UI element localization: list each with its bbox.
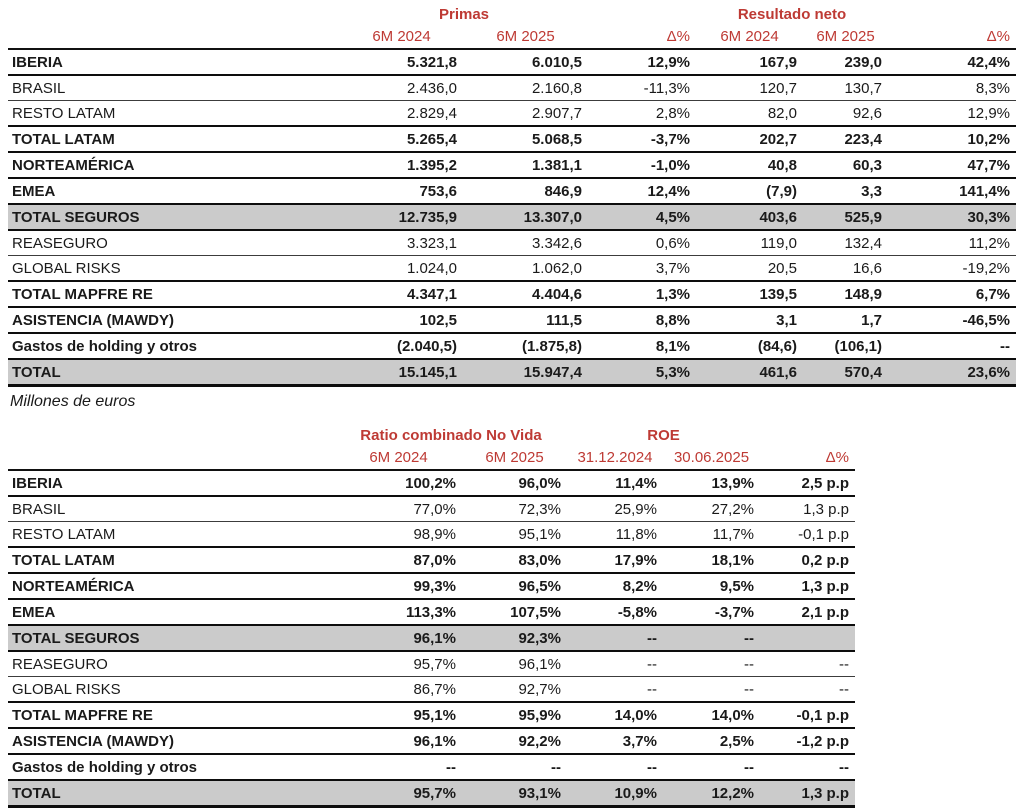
cell-value: -3,7%: [588, 126, 696, 152]
cell-value: (1.875,8): [463, 333, 588, 359]
row-label: REASEGURO: [8, 651, 335, 677]
row-label: NORTEAMÉRICA: [8, 152, 340, 178]
primas-resultado-table: [8, 4, 1016, 387]
table-row: [8, 547, 855, 573]
cell-value: -0,1 p.p: [760, 522, 855, 548]
cell-value: 141,4%: [888, 178, 1016, 204]
cell-value: -3,7%: [663, 599, 760, 625]
table-row: [8, 470, 855, 496]
cell-value: 5.068,5: [463, 126, 588, 152]
cell-value: 92,2%: [462, 728, 567, 754]
cell-value: 753,6: [340, 178, 463, 204]
cell-value: 15.145,1: [340, 359, 463, 386]
cell-value: --: [567, 754, 663, 780]
cell-value: --: [567, 651, 663, 677]
group-header-spacer: [588, 4, 696, 25]
cell-value: 1.062,0: [463, 256, 588, 282]
row-label: TOTAL MAPFRE RE: [8, 702, 335, 728]
cell-value: 17,9%: [567, 547, 663, 573]
cell-value: 96,1%: [335, 625, 462, 651]
row-label: EMEA: [8, 599, 335, 625]
cell-value: 11,4%: [567, 470, 663, 496]
table2-column-header-row: [8, 446, 855, 470]
table-row: [8, 333, 1016, 359]
cell-value: --: [760, 677, 855, 703]
cell-value: 5.321,8: [340, 49, 463, 75]
ratio-roe-table: [8, 425, 855, 808]
column-header-delta-resultado: Δ%: [888, 25, 1016, 49]
cell-value: -1,2 p.p: [760, 728, 855, 754]
cell-value: 111,5: [463, 307, 588, 333]
cell-value: 96,0%: [462, 470, 567, 496]
cell-value: [760, 625, 855, 651]
cell-value: 23,6%: [888, 359, 1016, 386]
cell-value: 113,3%: [335, 599, 462, 625]
cell-value: 4.404,6: [463, 281, 588, 307]
column-header-6m2024-ratio: 6M 2024: [335, 446, 462, 470]
table1-group-header-row: [8, 4, 1016, 25]
cell-value: 8,2%: [567, 573, 663, 599]
cell-value: 95,9%: [462, 702, 567, 728]
cell-value: --: [567, 677, 663, 703]
table-row: [8, 49, 1016, 75]
cell-value: 107,5%: [462, 599, 567, 625]
cell-value: 1,7: [803, 307, 888, 333]
row-label: Gastos de holding y otros: [8, 333, 340, 359]
cell-value: 2.160,8: [463, 75, 588, 101]
cell-value: 40,8: [696, 152, 803, 178]
cell-value: 12,4%: [588, 178, 696, 204]
table-row: [8, 728, 855, 754]
cell-value: 6.010,5: [463, 49, 588, 75]
cell-value: 47,7%: [888, 152, 1016, 178]
row-label: BRASIL: [8, 75, 340, 101]
table-row: [8, 599, 855, 625]
cell-value: -0,1 p.p: [760, 702, 855, 728]
cell-value: --: [663, 677, 760, 703]
cell-value: 2,1 p.p: [760, 599, 855, 625]
row-label: TOTAL SEGUROS: [8, 625, 335, 651]
cell-value: 130,7: [803, 75, 888, 101]
group-header-primas: Primas: [438, 6, 490, 23]
table-row: [8, 230, 1016, 256]
cell-value: 13,9%: [663, 470, 760, 496]
group-header-ratio-combinado: Ratio combinado No Vida: [360, 427, 542, 444]
cell-value: 8,1%: [588, 333, 696, 359]
cell-value: 11,2%: [888, 230, 1016, 256]
cell-value: 1.395,2: [340, 152, 463, 178]
table-row: [8, 496, 855, 522]
cell-value: 1,3 p.p: [760, 573, 855, 599]
table-row: [8, 281, 1016, 307]
row-label: TOTAL: [8, 780, 335, 807]
cell-value: 3,3: [803, 178, 888, 204]
cell-value: 2.907,7: [463, 101, 588, 127]
cell-value: -46,5%: [888, 307, 1016, 333]
cell-value: 1.024,0: [340, 256, 463, 282]
cell-value: 87,0%: [335, 547, 462, 573]
cell-value: 86,7%: [335, 677, 462, 703]
cell-value: 4,5%: [588, 204, 696, 230]
table-row: [8, 677, 855, 703]
cell-value: --: [888, 333, 1016, 359]
cell-value: 96,5%: [462, 573, 567, 599]
table-row: [8, 204, 1016, 230]
table-row: [8, 178, 1016, 204]
table-row: [8, 651, 855, 677]
row-label: ASISTENCIA (MAWDY): [8, 307, 340, 333]
cell-value: 461,6: [696, 359, 803, 386]
row-label: REASEGURO: [8, 230, 340, 256]
table-row: [8, 754, 855, 780]
cell-value: 1,3 p.p: [760, 780, 855, 807]
cell-value: 11,7%: [663, 522, 760, 548]
cell-value: 4.347,1: [340, 281, 463, 307]
cell-value: 5.265,4: [340, 126, 463, 152]
column-header-6m2024-primas: 6M 2024: [340, 25, 463, 49]
table-row: [8, 625, 855, 651]
table-row: [8, 256, 1016, 282]
cell-value: -5,8%: [567, 599, 663, 625]
cell-value: 8,3%: [888, 75, 1016, 101]
cell-value: -11,3%: [588, 75, 696, 101]
cell-value: 92,6: [803, 101, 888, 127]
table-row: [8, 307, 1016, 333]
group-header-roe: ROE: [647, 427, 680, 444]
cell-value: --: [462, 754, 567, 780]
cell-value: 95,1%: [335, 702, 462, 728]
cell-value: 102,5: [340, 307, 463, 333]
row-label: TOTAL LATAM: [8, 126, 340, 152]
row-label: RESTO LATAM: [8, 101, 340, 127]
table-row: [8, 101, 1016, 127]
row-label: TOTAL SEGUROS: [8, 204, 340, 230]
cell-value: 0,6%: [588, 230, 696, 256]
row-label: GLOBAL RISKS: [8, 256, 340, 282]
table-row: [8, 522, 855, 548]
column-header-30062025-roe: 30.06.2025: [663, 446, 760, 470]
cell-value: 12.735,9: [340, 204, 463, 230]
cell-value: 1,3 p.p: [760, 496, 855, 522]
row-label: ASISTENCIA (MAWDY): [8, 728, 335, 754]
row-label: TOTAL LATAM: [8, 547, 335, 573]
cell-value: 93,1%: [462, 780, 567, 807]
cell-value: 12,2%: [663, 780, 760, 807]
cell-value: 570,4: [803, 359, 888, 386]
column-header-31122024-roe: 31.12.2024: [567, 446, 663, 470]
cell-value: 14,0%: [663, 702, 760, 728]
cell-value: (2.040,5): [340, 333, 463, 359]
table-row: [8, 573, 855, 599]
cell-value: 2,5%: [663, 728, 760, 754]
table2-group-header-row: [8, 425, 855, 446]
cell-value: 72,3%: [462, 496, 567, 522]
row-label: BRASIL: [8, 496, 335, 522]
cell-value: 95,7%: [335, 780, 462, 807]
cell-value: 6,7%: [888, 281, 1016, 307]
cell-value: 96,1%: [335, 728, 462, 754]
table-row: [8, 780, 855, 807]
row-label: IBERIA: [8, 470, 335, 496]
cell-value: 83,0%: [462, 547, 567, 573]
row-label: IBERIA: [8, 49, 340, 75]
column-header-6m2025-primas: 6M 2025: [463, 25, 588, 49]
cell-value: 1,3%: [588, 281, 696, 307]
cell-value: 525,9: [803, 204, 888, 230]
column-header-delta-roe: Δ%: [760, 446, 855, 470]
cell-value: 100,2%: [335, 470, 462, 496]
cell-value: 3.323,1: [340, 230, 463, 256]
cell-value: 3,1: [696, 307, 803, 333]
cell-value: 15.947,4: [463, 359, 588, 386]
cell-value: 2,8%: [588, 101, 696, 127]
group-header-spacer: [888, 4, 1016, 25]
group-header-resultado-neto: Resultado neto: [737, 6, 847, 23]
cell-value: --: [760, 754, 855, 780]
row-label: RESTO LATAM: [8, 522, 335, 548]
cell-value: 16,6: [803, 256, 888, 282]
cell-value: 95,7%: [335, 651, 462, 677]
cell-value: (84,6): [696, 333, 803, 359]
cell-value: 139,5: [696, 281, 803, 307]
cell-value: 9,5%: [663, 573, 760, 599]
cell-value: --: [663, 651, 760, 677]
cell-value: 92,3%: [462, 625, 567, 651]
column-header-6m2025-resultado: 6M 2025: [803, 25, 888, 49]
cell-value: 60,3: [803, 152, 888, 178]
cell-value: -19,2%: [888, 256, 1016, 282]
cell-value: 202,7: [696, 126, 803, 152]
group-header-spacer: [8, 4, 340, 25]
cell-value: 25,9%: [567, 496, 663, 522]
column-header-delta-primas: Δ%: [588, 25, 696, 49]
cell-value: 2,5 p.p: [760, 470, 855, 496]
cell-value: 13.307,0: [463, 204, 588, 230]
table-row: [8, 126, 1016, 152]
row-label: NORTEAMÉRICA: [8, 573, 335, 599]
cell-value: 239,0: [803, 49, 888, 75]
table1-footnote: Millones de euros: [10, 393, 136, 410]
row-label: TOTAL MAPFRE RE: [8, 281, 340, 307]
cell-value: 18,1%: [663, 547, 760, 573]
cell-value: 2.436,0: [340, 75, 463, 101]
cell-value: 12,9%: [588, 49, 696, 75]
table-row: [8, 75, 1016, 101]
cell-value: 1.381,1: [463, 152, 588, 178]
table-row: [8, 359, 1016, 386]
row-label: EMEA: [8, 178, 340, 204]
cell-value: 95,1%: [462, 522, 567, 548]
cell-value: 77,0%: [335, 496, 462, 522]
row-label: GLOBAL RISKS: [8, 677, 335, 703]
cell-value: 8,8%: [588, 307, 696, 333]
group-header-spacer: [8, 425, 335, 446]
cell-value: (7,9): [696, 178, 803, 204]
cell-value: 3,7%: [588, 256, 696, 282]
cell-value: 3.342,6: [463, 230, 588, 256]
cell-value: 3,7%: [567, 728, 663, 754]
cell-value: --: [335, 754, 462, 780]
cell-value: 20,5: [696, 256, 803, 282]
cell-value: 30,3%: [888, 204, 1016, 230]
table-row: [8, 152, 1016, 178]
table-row: [8, 702, 855, 728]
cell-value: 148,9: [803, 281, 888, 307]
cell-value: 2.829,4: [340, 101, 463, 127]
cell-value: 11,8%: [567, 522, 663, 548]
table1-column-header-row: [8, 25, 1016, 49]
cell-value: 120,7: [696, 75, 803, 101]
cell-value: 403,6: [696, 204, 803, 230]
cell-value: 0,2 p.p: [760, 547, 855, 573]
cell-value: 12,9%: [888, 101, 1016, 127]
row-label: Gastos de holding y otros: [8, 754, 335, 780]
cell-value: 27,2%: [663, 496, 760, 522]
group-header-spacer: [760, 425, 855, 446]
cell-value: --: [663, 625, 760, 651]
cell-value: 98,9%: [335, 522, 462, 548]
row-label: TOTAL: [8, 359, 340, 386]
cell-value: 167,9: [696, 49, 803, 75]
cell-value: 10,9%: [567, 780, 663, 807]
cell-value: 846,9: [463, 178, 588, 204]
column-header-spacer: [8, 25, 340, 49]
cell-value: 10,2%: [888, 126, 1016, 152]
cell-value: 99,3%: [335, 573, 462, 599]
cell-value: 42,4%: [888, 49, 1016, 75]
cell-value: -1,0%: [588, 152, 696, 178]
column-header-6m2024-resultado: 6M 2024: [696, 25, 803, 49]
cell-value: 132,4: [803, 230, 888, 256]
cell-value: 223,4: [803, 126, 888, 152]
cell-value: --: [663, 754, 760, 780]
cell-value: 82,0: [696, 101, 803, 127]
column-header-6m2025-ratio: 6M 2025: [462, 446, 567, 470]
cell-value: --: [760, 651, 855, 677]
cell-value: 5,3%: [588, 359, 696, 386]
cell-value: 92,7%: [462, 677, 567, 703]
cell-value: --: [567, 625, 663, 651]
cell-value: 96,1%: [462, 651, 567, 677]
cell-value: 14,0%: [567, 702, 663, 728]
cell-value: 119,0: [696, 230, 803, 256]
cell-value: (106,1): [803, 333, 888, 359]
column-header-spacer: [8, 446, 335, 470]
